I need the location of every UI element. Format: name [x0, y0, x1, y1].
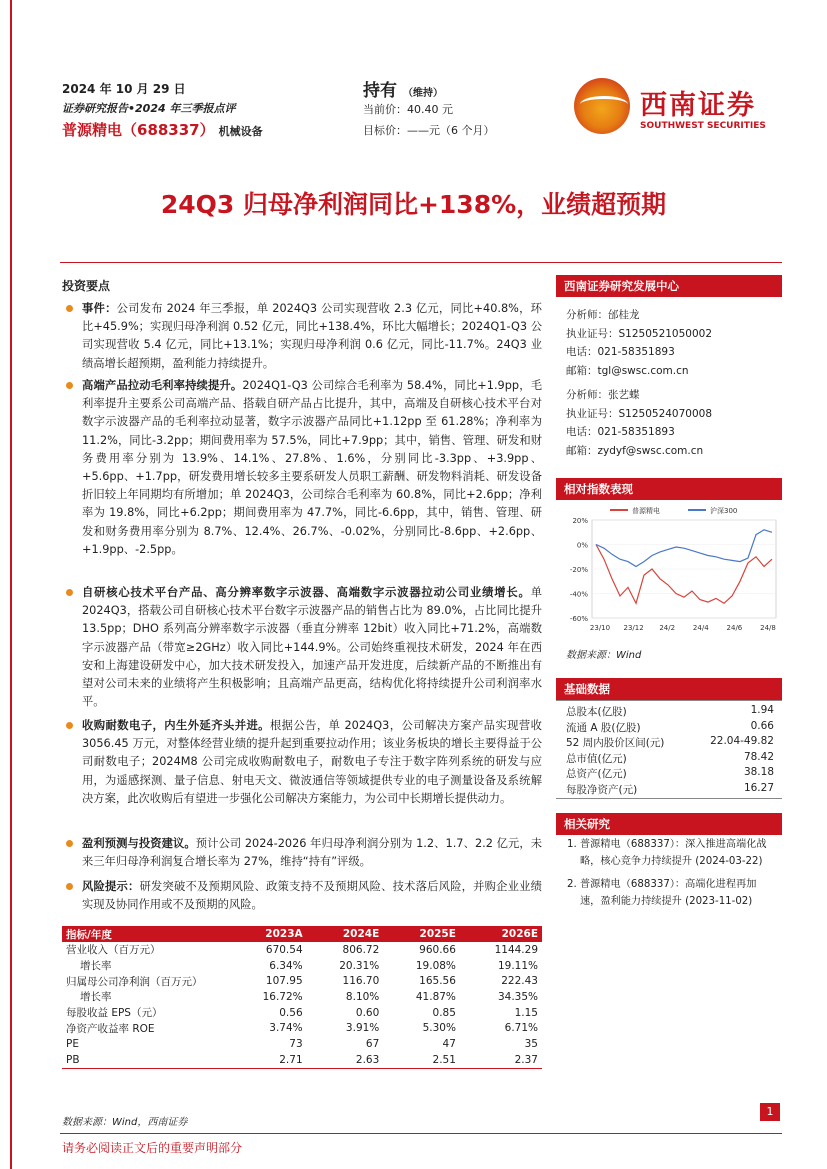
table-row-label: 归属母公司净利润（百万元） — [66, 975, 203, 988]
table-cell: 35 — [524, 1037, 538, 1050]
table-cell: 0.56 — [279, 1006, 303, 1019]
legend-label: 普源精电 — [632, 507, 660, 515]
forecast-table — [62, 926, 542, 1069]
report-type: 证券研究报告•2024 年三季报点评 — [62, 102, 236, 115]
table-cell: 16.72% — [262, 990, 303, 1003]
table-row — [62, 973, 542, 989]
divider — [556, 798, 782, 799]
bullet-event: 事件：公司发布 2024 年三季报，单 2024Q3 公司实现营收 2.3 亿元，同比+40.8%，环比+45.9%；实现归母净利润 0.52 亿元，同比+138.4%，环比大幅增长；2024Q1-Q3 公司实现营收 5.4 亿元，同比+13.1%；实现归母净利润 0.6 亿元，同比-11.7%。24Q3 业绩高增长超预期，盈利能力持续提升。 — [62, 300, 542, 373]
table-cell: 107.95 — [265, 975, 303, 988]
analyst-email[interactable]: 邮箱：tgl@swsc.com.cn — [566, 364, 689, 377]
table-cell: 73 — [289, 1037, 303, 1050]
rating-label: 持有 — [363, 81, 397, 101]
bullet-products: 自研核心技术平台产品、高分辨率数字示波器、高端数字示波器拉动公司业绩增长。单 2024Q3，搭载公司自研核心技术平台数字示波器产品的销售占比为 89.0%，占比同比提升 13.5pp；DHO 系列高分辨率数字示波器（垂直分辨率 12bit）收入同比+71.2%，高端数字示波器产品（带宽≥2GHz）收入同比+144.9%。公司始终重视技术研发，2024 年在西安和上海建设研发中心，加大技术研发投入，加速产品开发进度，后续新产品的不断推出有望对公司未来的业绩将产生积极影响；且高端产品更高，结构优化将持续提升公司利润率水平。 — [62, 584, 542, 711]
table-cell: 19.08% — [415, 959, 456, 972]
logo-swoosh — [580, 96, 628, 113]
relative-index-chart — [556, 500, 782, 640]
basic-data-label: 总股本(亿股) — [566, 706, 627, 718]
rating — [363, 76, 443, 101]
basic-data-value: 16.27 — [743, 781, 774, 794]
basic-data-value: 22.04-49.82 — [710, 735, 774, 747]
basic-data-row — [566, 782, 774, 797]
table-header-cell: 2024E — [307, 926, 384, 942]
index-header: 相对指数表现 — [556, 478, 782, 500]
table-cell: 165.56 — [419, 975, 456, 988]
key-points — [62, 300, 542, 920]
y-tick-label: 20% — [572, 517, 588, 525]
table-cell: 0.60 — [355, 1006, 380, 1019]
table-cell: 960.66 — [419, 943, 456, 956]
analyst-phone: 电话：021-58351893 — [566, 426, 675, 438]
table-cell: 222.43 — [501, 975, 538, 988]
table-cell: 6.71% — [504, 1022, 538, 1035]
related-item[interactable]: 1. 普源精电（688337）：深入推进高端化战略，核心竞争力持续提升 (2024-03-22) — [580, 836, 776, 870]
headline: 24Q3 归母净利润同比+138%，业绩超预期 — [160, 190, 667, 219]
table-row — [62, 1005, 542, 1021]
analyst-license: 执业证号：S1250521050002 — [566, 327, 713, 340]
divider — [60, 1133, 782, 1134]
table-row-label: 增长率 — [80, 991, 112, 1004]
basic-data-label: 总市值(亿元) — [566, 752, 627, 765]
basic-data-value: 0.66 — [750, 719, 774, 732]
research-center-header: 西南证券研究发展中心 — [556, 275, 782, 297]
table-source: 数据来源：Wind，西南证券 — [62, 1117, 188, 1128]
bullet-forecast: 盈利预测与投资建议。预计公司 2024-2026 年归母净利润分别为 1.2、1.7、2.2 亿元，未来三年归母净利润复合增长率为 27%，维持“持有”评级。 — [62, 835, 542, 871]
analyst-name: 分析师：张艺蝶 — [566, 389, 640, 401]
table-cell: 41.87% — [415, 990, 456, 1003]
table-row-label: 每股收益 EPS（元） — [66, 1007, 163, 1020]
company-name — [62, 119, 263, 140]
table-cell: 2.71 — [230, 1052, 307, 1068]
table-row — [62, 1052, 542, 1068]
basic-data-label: 52 周内股价区间(元) — [566, 737, 665, 749]
basic-data-value: 78.42 — [743, 750, 774, 763]
basic-data-label: 每股净资产(元) — [566, 783, 638, 796]
table-cell: 3.91% — [345, 1022, 380, 1035]
disclaimer: 请务必阅读正文后的重要声明部分 — [62, 1141, 243, 1155]
basic-data-row — [566, 751, 774, 766]
table-cell: 20.31% — [339, 959, 380, 972]
x-tick-label: 23/10 — [589, 624, 611, 632]
analyst-1 — [566, 306, 712, 380]
table-cell: 6.34% — [269, 959, 303, 972]
x-tick-label: 24/6 — [726, 624, 743, 632]
table-row — [62, 1020, 542, 1036]
table-cell: 2.37 — [460, 1052, 542, 1068]
table-cell: 8.10% — [345, 990, 380, 1003]
basic-data-value: 38.18 — [743, 766, 774, 778]
x-tick-label: 24/8 — [760, 624, 776, 632]
analyst-phone: 电话：021-58351893 — [566, 346, 675, 358]
y-tick-label: 0% — [576, 541, 588, 550]
table-header-cell: 2025E — [383, 926, 460, 942]
table-row-label: PB — [62, 1052, 230, 1068]
target-price: 目标价：——元（6 个月） — [363, 124, 495, 137]
report-date: 2024 年 10 月 29 日 — [62, 82, 186, 96]
left-border — [10, 0, 12, 1169]
x-tick-label: 24/2 — [659, 624, 676, 632]
table-row — [62, 989, 542, 1005]
table-cell: 0.85 — [432, 1006, 456, 1019]
basic-data-row — [566, 720, 774, 735]
legend-label: 沪深300 — [710, 507, 738, 515]
analyst-license: 执业证号：S1250524070008 — [566, 407, 713, 420]
table-cell: 47 — [442, 1037, 456, 1050]
basic-data-label: 流通 A 股(亿股) — [566, 721, 641, 734]
basic-data-row — [566, 735, 774, 750]
table-cell: 806.72 — [342, 943, 380, 956]
table-row-label: 增长率 — [80, 960, 112, 973]
table-cell: 2.63 — [307, 1052, 384, 1068]
section-title: 投资要点 — [62, 279, 111, 293]
table-cell: 19.11% — [497, 959, 538, 972]
company-label: 普源精电（688337） — [62, 121, 215, 139]
current-price: 当前价：40.40 元 — [363, 103, 453, 116]
table-row-label: PE — [66, 1037, 79, 1050]
table-row-label: 净资产收益率 ROE — [66, 1022, 155, 1035]
table-row — [62, 1036, 542, 1052]
logo-text: 西南证券 — [640, 90, 756, 121]
basic-data-row — [566, 704, 774, 719]
basic-data-header: 基础数据 — [556, 678, 782, 700]
table-cell: 1144.29 — [494, 943, 538, 956]
table-cell: 670.54 — [265, 943, 303, 956]
x-tick-label: 23/12 — [623, 624, 644, 632]
x-tick-label: 24/4 — [692, 624, 709, 632]
basic-data-row — [566, 766, 774, 781]
analyst-name: 分析师：邰桂龙 — [566, 309, 640, 321]
page-number: 1 — [760, 1103, 780, 1121]
basic-data-label: 总资产(亿元) — [566, 768, 627, 780]
table-row — [62, 958, 542, 974]
table-header-cell: 2023A — [230, 926, 307, 942]
table-cell: 34.35% — [497, 990, 538, 1003]
table-cell: 2.51 — [383, 1052, 460, 1068]
divider — [60, 262, 782, 263]
table-cell: 1.15 — [514, 1006, 538, 1019]
bullet-acquisition: 收购耐数电子，内生外延齐头并进。根据公告，单 2024Q3，公司解决方案产品实现营收 3056.45 万元，对整体经营业绩的提升起到重要拉动作用；该业务板块的增长主要得益于公司耐数电子；2024M8 公司完成收购耐数电子，耐数电子专注于数字阵列系统的研发与应用，为遥感探测、量子信息、射电天文、微波通信等领域提供专业的电子测量设备及系统解决方案，此次收购后有望进一步强化公司解决方案能力，为公司中长期增长提供动力。 — [62, 717, 542, 808]
table-cell: 116.70 — [342, 975, 380, 988]
table-header-cell: 指标/年度 — [62, 926, 230, 942]
table-header-cell: 2026E — [460, 926, 542, 942]
rating-note: （维持） — [403, 88, 443, 99]
y-tick-label: -60% — [569, 615, 588, 623]
related-header: 相关研究 — [556, 813, 782, 835]
y-tick-label: -40% — [569, 590, 588, 599]
table-row — [62, 942, 542, 958]
divider — [556, 700, 782, 701]
series-line-index — [596, 530, 772, 567]
related-research — [566, 836, 776, 916]
basic-data-value: 1.94 — [750, 704, 774, 716]
table-header-row — [62, 926, 542, 942]
table-row-label: 营业收入（百万元） — [66, 944, 161, 957]
table-cell: 3.74% — [269, 1022, 303, 1035]
industry-label: 机械设备 — [218, 125, 263, 138]
y-tick-label: -20% — [569, 566, 588, 574]
analyst-2 — [566, 386, 712, 460]
logo-text-en: SOUTHWEST SECURITIES — [640, 121, 766, 131]
table-cell: 5.30% — [422, 1022, 456, 1035]
chart-source: 数据来源：Wind — [566, 650, 642, 661]
table-cell: 67 — [365, 1037, 380, 1050]
series-line-company — [596, 545, 772, 604]
analyst-email[interactable]: 邮箱：zydyf@swsc.com.cn — [566, 444, 704, 457]
bullet-risk: 风险提示：研发突破不及预期风险、政策支持不及预期风险、技术落后风险，并购企业业绩实现及协同作用或不及预期的风险。 — [62, 878, 542, 914]
bullet-margin: 高端产品拉动毛利率持续提升。2024Q1-Q3 公司综合毛利率为 58.4%，同比+1.9pp，毛利率提升主要系公司高端产品、搭载自研产品占比提升，其中，高端及自研核心技术平台对数字示波器产品的毛利率拉动显著，数字示波器产品同比+1.12pp 至 61.28%；净利率为 11.2%，同比-3.2pp；期间费用率为 57.5%，同比+7.9pp；其中，销售、管理、研发和财务费用率分别为 13.9%、14.1%、27.8%、1.6%，分别同比-3.3pp、+3.9pp、+5.6pp、+1.7pp，研发费用增长较多主要系研发人员职工薪酬、研发物料消耗、研发设备折旧较上年同期均有所增加；单 2024Q3，公司综合毛利率为 60.8%，同比+2.6pp；净利率为 19.8%，同比+6.2pp；期间费用率为 47.7%，同比-6.6pp，其中，销售、管理、研发和财务费用率分别为 8.7%、12.4%、26.7%、-0.02%，分别同比-8.6pp、+2.6pp、+1.9pp、-2.5pp。 — [62, 377, 542, 559]
related-item[interactable]: 2. 普源精电（688337）：高端化进程再加速，盈利能力持续提升 (2023-11-02) — [580, 876, 776, 910]
